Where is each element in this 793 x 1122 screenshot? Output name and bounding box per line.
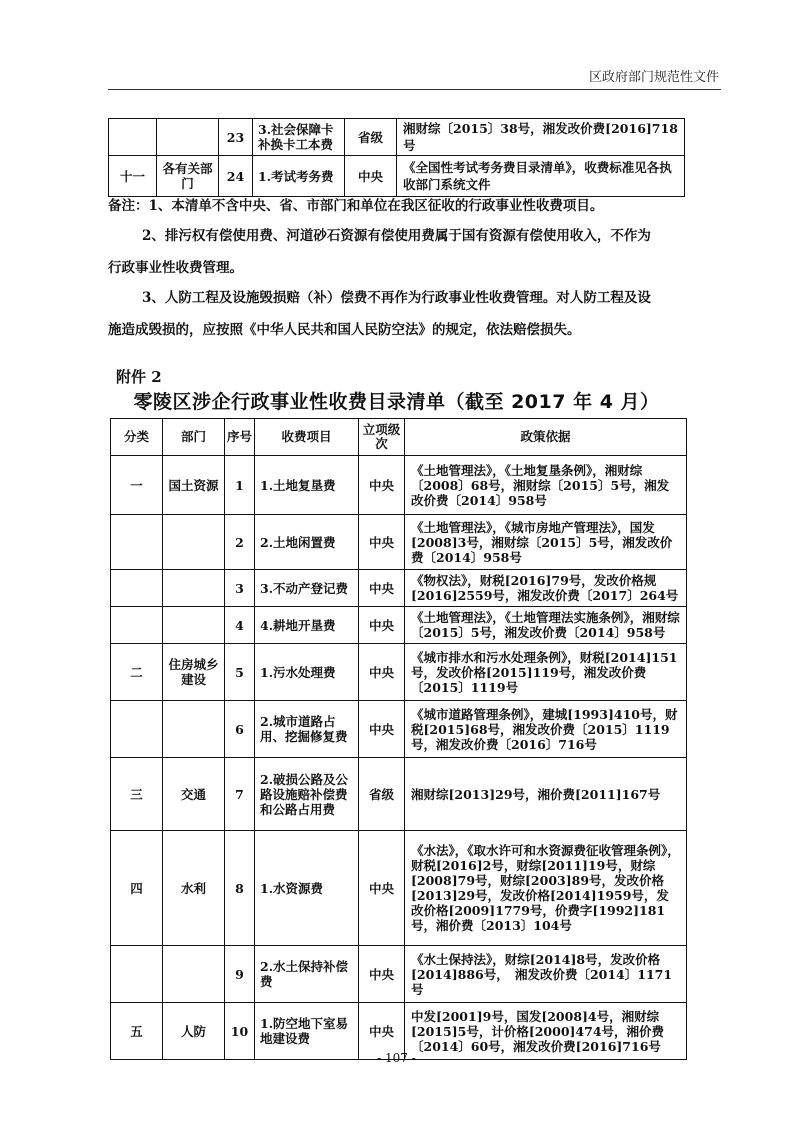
level-cell: 中央 (359, 570, 405, 607)
department-cell: 交通 (163, 758, 225, 831)
table-row (111, 456, 687, 515)
col-header-level: 立项级次 (359, 419, 405, 456)
category-cell (109, 119, 157, 156)
table2-body (111, 456, 687, 1060)
attachment-label: 附件 2 (116, 368, 162, 386)
fee-item-cell: 1.水资源费 (255, 831, 359, 946)
department-cell (163, 701, 225, 758)
note-3 (108, 288, 686, 340)
category-cell (111, 607, 163, 644)
number-cell: 8 (225, 831, 255, 946)
policy-cell: 《物权法》，财税[2016]79号，发改价格规[2016]2559号，湘发改价费〔2017〕264号 (405, 570, 687, 607)
policy-cell: 中发[2001]9号，国发[2008]4号，湘财综[2015]5号，计价格[2000]474号，湘价费〔2014〕60号，湘发改价费[2016]716号 (405, 1003, 687, 1060)
table-row (111, 644, 687, 701)
category-cell: 十一 (109, 156, 157, 197)
table-row (109, 119, 685, 156)
fee-item-cell: 3.不动产登记费 (255, 570, 359, 607)
number-cell: 23 (219, 119, 253, 156)
note-2-line-2: 行政事业性收费管理。 (108, 260, 243, 276)
fee-item-cell: 2.城市道路占用、挖掘修复费 (255, 701, 359, 758)
policy-cell: 《全国性考试考务费目录清单》，收费标准见各执收部门系统文件 (397, 156, 685, 197)
level-cell: 省级 (359, 758, 405, 831)
category-cell (111, 515, 163, 570)
number-cell: 1 (225, 456, 255, 515)
fee-item-cell: 2.破损公路及公路设施赔补偿费和公路占用费 (255, 758, 359, 831)
category-cell: 二 (111, 644, 163, 701)
note-2 (108, 226, 686, 278)
number-cell: 10 (225, 1003, 255, 1060)
fee-table-continued (108, 118, 685, 197)
col-header-fee-item: 收费项目 (255, 419, 359, 456)
department-cell: 住房城乡建设 (163, 644, 225, 701)
number-cell: 5 (225, 644, 255, 701)
level-cell: 中央 (359, 946, 405, 1003)
category-cell (111, 946, 163, 1003)
fee-item-cell: 2.水土保持补偿费 (255, 946, 359, 1003)
category-cell: 四 (111, 831, 163, 946)
fee-item-cell: 1.防空地下室易地建设费 (255, 1003, 359, 1060)
policy-cell: 《土地管理法》，《土地管理法实施条例》，湘财综〔2015〕5号，湘发改价费〔2014〕958号 (405, 607, 687, 644)
category-cell (111, 701, 163, 758)
col-header-department: 部门 (163, 419, 225, 456)
department-cell (163, 946, 225, 1003)
header-rule (108, 89, 721, 90)
policy-cell: 《城市排水和污水处理条例》，财税[2014]151号，发改价格[2015]119号，湘发改价费〔2015〕1119号 (405, 644, 687, 701)
policy-cell: 湘财综〔2015〕38号，湘发改价费[2016]718号 (397, 119, 685, 156)
number-cell: 24 (219, 156, 253, 197)
level-cell: 中央 (359, 644, 405, 701)
header-title: 区政府部门规范性文件 (588, 70, 719, 85)
fee-item-cell: 1.土地复垦费 (255, 456, 359, 515)
number-cell: 6 (225, 701, 255, 758)
table1-body (109, 119, 685, 197)
table-row (111, 758, 687, 831)
number-cell: 9 (225, 946, 255, 1003)
page-number: - 107 - (377, 1051, 416, 1065)
department-cell (163, 607, 225, 644)
table-row (111, 515, 687, 570)
fee-item-cell: 3.社会保障卡补换卡工本费 (253, 119, 345, 156)
table-header-row (111, 419, 687, 456)
fee-item-cell: 1.考试考务费 (253, 156, 345, 197)
department-cell: 水利 (163, 831, 225, 946)
category-cell (111, 570, 163, 607)
policy-cell: 《水土保持法》，财综[2014]8号，发改价格[2014]886号， 湘发改价费〔2014〕1171号 (405, 946, 687, 1003)
note-3-line-2: 施造成毁损的，应按照《中华人民共和国人民防空法》的规定，依法赔偿损失。 (108, 322, 581, 338)
level-cell: 中央 (359, 456, 405, 515)
note-1: 备注：1、本清单不含中央、省、市部门和单位在我区征收的行政事业性收费项目。 (108, 198, 604, 214)
department-cell: 国土资源 (163, 456, 225, 515)
category-cell: 一 (111, 456, 163, 515)
col-header-policy: 政策依据 (405, 419, 687, 456)
fee-item-cell: 1.污水处理费 (255, 644, 359, 701)
attachment-title: 零陵区涉企行政事业性收费目录清单（截至 2017 年 4 月） (133, 391, 660, 413)
category-cell: 三 (111, 758, 163, 831)
level-cell: 中央 (359, 515, 405, 570)
policy-cell: 《土地管理法》，《城市房地产管理法》，国发[2008]3号，湘财综〔2015〕5号，湘发改价费〔2014〕958号 (405, 515, 687, 570)
table-row (111, 570, 687, 607)
number-cell: 2 (225, 515, 255, 570)
level-cell: 中央 (345, 156, 397, 197)
department-cell: 各有关部门 (157, 156, 219, 197)
department-cell (163, 515, 225, 570)
table-row (111, 831, 687, 946)
col-header-number: 序号 (225, 419, 255, 456)
number-cell: 4 (225, 607, 255, 644)
department-cell (163, 570, 225, 607)
policy-cell: 《城市道路管理条例》，建城[1993]410号，财税[2015]68号，湘发改价费〔2015〕1119号，湘发改价费〔2016〕716号 (405, 701, 687, 758)
level-cell: 省级 (345, 119, 397, 156)
fee-catalog-table (110, 418, 687, 1060)
policy-cell: 《水法》，《取水许可和水资源费征收管理条例》，财税[2016]2号，财综[2011]19号，财综[2008]79号，财综[2003]89号，发改价格[2013]29号，发改价格[2014]1959号，发改价格[2009]1779号，价费字[1992]181号，湘价费〔2013〕104号 (405, 831, 687, 946)
policy-cell: 《土地管理法》，《土地复垦条例》，湘财综〔2008〕68号，湘财综〔2015〕5号，湘发改价费〔2014〕958号 (405, 456, 687, 515)
fee-item-cell: 2.土地闲置费 (255, 515, 359, 570)
category-cell: 五 (111, 1003, 163, 1060)
table-row (111, 607, 687, 644)
note-2-line-1: 2、排污权有偿使用费、河道砂石资源有偿使用费属于国有资源有偿使用收入，不作为 (142, 228, 651, 244)
col-header-category: 分类 (111, 419, 163, 456)
level-cell: 中央 (359, 1003, 405, 1060)
note-3-line-1: 3、人防工程及设施毁损赔（补）偿费不再作为行政事业性收费管理。对人防工程及设 (142, 290, 651, 306)
level-cell: 中央 (359, 831, 405, 946)
policy-cell: 湘财综[2013]29号，湘价费[2011]167号 (405, 758, 687, 831)
number-cell: 7 (225, 758, 255, 831)
department-cell (157, 119, 219, 156)
table-row (111, 946, 687, 1003)
level-cell: 中央 (359, 701, 405, 758)
table-row (111, 701, 687, 758)
table-row (109, 156, 685, 197)
department-cell: 人防 (163, 1003, 225, 1060)
level-cell: 中央 (359, 607, 405, 644)
number-cell: 3 (225, 570, 255, 607)
fee-item-cell: 4.耕地开垦费 (255, 607, 359, 644)
